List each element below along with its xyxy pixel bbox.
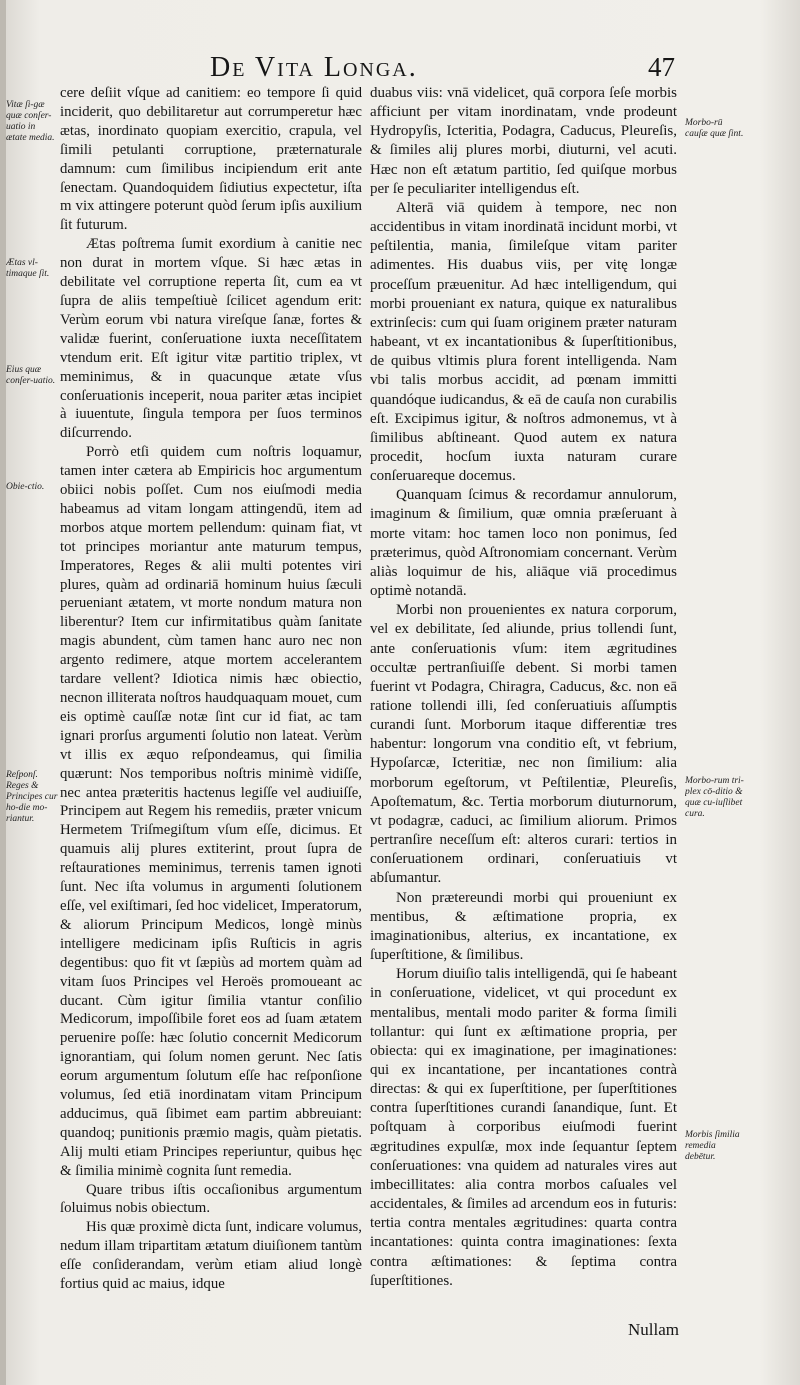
margin-note-morborum-causae: Morbo-rū cauſæ quæ ſint. xyxy=(685,118,744,139)
margin-note-vitae: Vitæ ſi-gæ quæ conſer-uatio in ætate media. xyxy=(6,100,55,143)
running-title: De Vita Longa. xyxy=(210,52,418,83)
margin-note-obiectio: Obie-ctio. xyxy=(6,482,45,492)
paragraph: duabus viis: vnā videlicet, quā corpora ſeſe morbis afficiunt per vitam inordinatam, vnde prodeunt Hydropyſis, Icteritia, Podagra, Caducus, Pleureſis, & ſimiles alij plures morbi, diuturni, vel acuti. Hæc non eſt ætatum partitio, ſed quiſque morbus per ſe peculiariter intelligendus eſt. xyxy=(370,85,677,197)
paragraph: Non prætereundi morbi qui proueniunt ex mentibus, & æſtimatione propria, ex imaginationibus, alterius, ex incantatione, ex ſuperſtitione, & ſimilibus. xyxy=(370,889,677,964)
margin-note-morborum-triplex: Morbo-rum tri-plex cō-ditio & quæ cu-iuſlibet cura. xyxy=(685,776,744,819)
paragraph: Quanquam ſcimus & recordamur annulorum, imaginum & ſimilium, quæ omnia præſeruant à morte vitam: hoc tamen loco non ponimus, ſed præterimus, quòd Aſtronomiam concernant. Verùm aliàs loquimur de his, aliāque viā procedimus optimè notandā. xyxy=(370,487,677,600)
margin-note-aetas-ultima: Ætas vl-timaque ſit. xyxy=(6,258,50,279)
paragraph: Quare tribus iſtis occaſionibus argumentum ſoluimus nobis obiectum. xyxy=(60,1181,362,1217)
margin-note-morbis-similia: Morbis ſimilia remedia debētur. xyxy=(685,1130,740,1162)
left-column xyxy=(60,84,362,1294)
paragraph: cere deſiit vſque ad canitiem: eo tempore ſi quid inciderit, quo debilitaretur aut corrumperetur hæc ætas, inordinato quopiam exercitio, crapula, vel ſimili petulanti corruptione, præternaturale damnum: cum ſimilibus incipiendum erit ante ſenectam. Quandoquidem ſidiutius expectetur, iſta m vix attingere poterunt quòd ſerum ipſis auxilium ſit futurum. xyxy=(60,85,362,234)
catchword: Nullam xyxy=(628,1320,679,1339)
right-column xyxy=(370,84,677,1291)
paragraph: Horum diuiſio talis intelligendā, qui ſe habeant in conſeruatione, videlicet, vt qui procedunt ex mentalibus, mentali modo pariter & forma ſimili tollantur: qui ſunt ex æſtimatione propria, per obiecta: qui ex imaginatione, per imaginationes: qui ex incantatione, per incantationes contrà directas: & qui ex ſuperſtitione, per ſuperſtitiones contra ſuperſtitiones curandi ſanandique, ſunt. Et poſtquam à corporibus eiuſmodi fuerint ægritudines expulſæ, mox inde ſequantur ſeptem conſeruationes: vna quidem ad naturales vires aut imbecillitates: alia contra morbos caſuales vel accidentales, & ſimiles ad arcendum eos in futuris: tertia contra mentales ægritudines: quarta contra incantationes: quinta contra imaginationes: ſexta contra æſtimationes: & ſeptima contra ſuperſtitiones. xyxy=(370,966,677,1289)
gutter-shadow xyxy=(0,0,6,1385)
paragraph: Alterā viā quidem à tempore, nec non accidentibus in vitam inordinatā incidunt morbi, vt peſtilentia, mania, ſimileſque vitam pariter adimentes. His duabus viis, per vitę longæ proceſſum præuenitur. Ad hæc intelligendum, qui morbi proueniant ex natura, quique ex naturalibus extrinſecis: cum qui ſuam originem præter naturam habeant, vt ex incantationibus & ſuperſtitionibus, de quibus vltimis plura forent intelligenda. Nam vbi talis morbus accidit, ad pœnam immitti quandóque iudicandus, & eā de cauſa non curabilis eſt. Excipimus igitur, & noſtros admonemus, vt à ſimilibus abſtineant. Quod autem ex natura procedit, hocſum iuxta naturam curare conſeruareque docemus. xyxy=(370,199,677,485)
paragraph: Porrò etſi quidem cum noſtris loquamur, tamen inter cætera ab Empiricis hoc argumentum obiici nobis poſſet. Cum nos eiuſmodi media habeamus ad vitam longam attingendū, item ad morbos atque mortem pellendum: quinam fiat, vt tot principes moriantur ante maturum tempus, Imperatores, Reges & alii multi potentes viri plures, quàm ad ordinariā hominum huius ſæculi perueniant ætatem, vt morte nondum matura non liberentur? Item cur infirmitatibus quàm ſanitate magis abundent, cùm tamen hanc auro nec non argento redimere, atque mortem accelerantem tardare vellent? Idiotica nimis hæc obiectio, necnon illiterata noſtros haudquaquam mouet, cum eis optimè cauſſæ notæ ſint cur id fiat, ac tam ignari prorſus argumenti ſolutio non lateat. Verùm vt illis ex æquo reſpondeamus, qui ſimilia quærunt: Nos temporibus noſtris minimè vidiſſe, nec antea præteritis hactenus legiſſe vel audiuiſſe, Principem aut Regem his remediis, præter vnicum Hermetem Triſmegiſtum vſum eſſe, dicimus. Et quamuis alij plures extiterint, prout ſupra de reſtaurationes meminimus, terrenis tamen ignoti ſunt. Nec iſta volumus in argumenti ſolutionem eſſe, vel exiſtimari, ſed hoc videlicet, Imperatorum, & aliorum Principum Medicos, longè minùs intelligere medicinam ipſis Ruſticis in agris degentibus: quo fit vt ſæpiùs ad mortem quàm ad vitam ſuos Principes vel Heroës promoueant ac ducant. Cùm igitur ſimilia vtantur conſilio Medicorum, impoſſibile foret eos ad ſuam ætatem peruenire poſſe: hæc ſolutio concernit Medicorum ignorantiam, qui ſolum nomen gerunt. Nec ſatis eorum argumentum ſolutum eſſe hac reſponſione volumus, ſed etiā inordinatam vitam Principum adducimus, quā ſibimet eam partim abbreuiant: quandoq; punitionis præmio magis, quàm pietatis. Alij multi etiam Principes reperiuntur, quibus hęc & ſimilia minimè cognita ſunt remedia. xyxy=(60,444,362,1179)
margin-note-eius-conservatio: Eius quæ conſer-uatio. xyxy=(6,365,56,386)
page-number: 47 xyxy=(648,52,675,82)
paragraph: Morbi non prouenientes ex natura corporum, vel ex debilitate, ſed aliunde, prius tollendi ſunt, ante conſeruationis vſum: item ægritudines occultæ pertranſiuiſſe debent. Si morbi tamen fuerint vt Podagra, Chiragra, Caducus, &c. non eā ratione tollendi illi, ſed conſeruatiuis aſſumptis curandi ſunt. Morborum itaque differentiæ tres habentur: longorum vna conditio eſt, vt febrium, Hypoſarcæ, Icteritiæ, nec non ſimilium: alia morborum egeſtorum, vt Peſtilentiæ, Pleureſis, Apoſtematum, &c. Tertia morborum diuturnorum, vt podagræ, caduci, ac ſimilium aliorum. Primos pertranſire neceſſum eſt: alteros curari: tertios in conſeruationem ordinari, conſeruatiuis vt abſumantur. xyxy=(370,602,677,887)
paragraph: His quæ proximè dicta ſunt, indicare volumus, nedum illam tripartitam ætatum diuiſionem tantùm eſſe conſiderandam, verùm etiam aliud longè fortius quid ac maius, idque xyxy=(60,1219,362,1293)
paragraph: Ætas poſtrema ſumit exordium à canitie nec non durat in mortem vſque. Si hæc ætas in debilitate vel corruptione reperta ſit, cum ea vt ſupra de aliis tempeſtiuè ſcilicet agendum erit: Verùm eorum vbi natura vireſque ſanæ, fortes & validæ fuerint, conſeruatione iuxta neceſſitatem vtendum erit. Eſt igitur vitæ partitio triplex, vt meminimus, & in quacunque ætate vſus conſeruationis inceperit, noua pariter ætas incipiet à iuuentute, ſingula tempora per ſuos terminos diſcurrendo. xyxy=(60,236,362,442)
page-header xyxy=(0,52,800,86)
margin-note-responsio: Reſponſ. Reges & Principes cur ho-die mo-riantur. xyxy=(6,770,58,824)
